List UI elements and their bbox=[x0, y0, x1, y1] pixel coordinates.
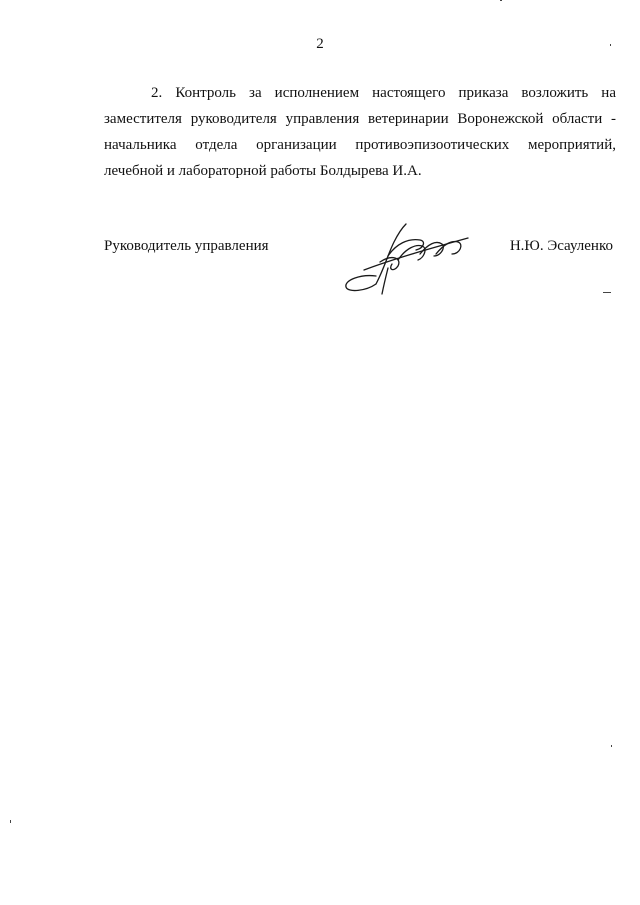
scan-dot bbox=[611, 745, 612, 747]
scan-dot bbox=[603, 292, 611, 293]
scan-dot bbox=[500, 0, 502, 1]
signer-name: Н.Ю. Эсауленко bbox=[509, 238, 613, 254]
order-paragraph: 2. Контроль за исполнением настоящего приказа возложить на заместителя руководителя управления ветеринарии Воронежской области - начальника отдела организации противоэпизоотических мероприятий, лечебной и лабораторной работы Болдырева И.А. bbox=[104, 85, 616, 179]
scan-dot bbox=[610, 44, 611, 46]
signer-title: Руководитель управления bbox=[104, 238, 269, 254]
page-number: 2 bbox=[316, 36, 324, 52]
handwritten-signature bbox=[336, 214, 476, 298]
scan-dot bbox=[10, 820, 11, 823]
